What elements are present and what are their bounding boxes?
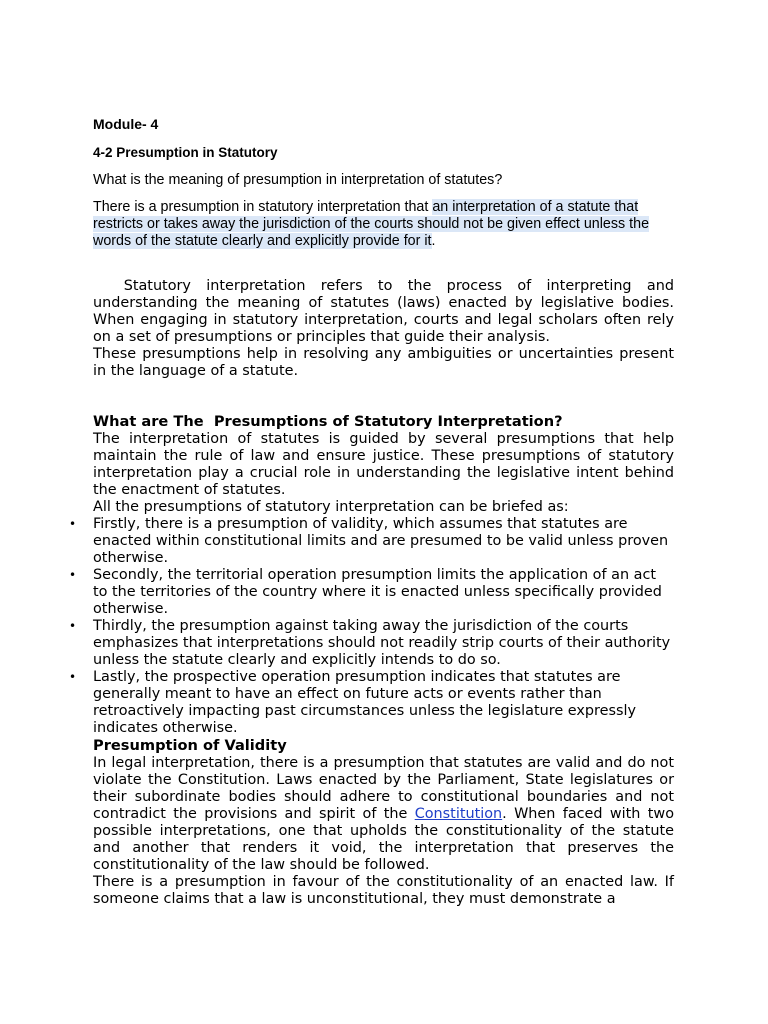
validity-paragraph-2: There is a presumption in favour of the constitutionality of an enacted law. If someone claims that a law is unconstitutional, they must demonstrate a [93, 874, 674, 907]
presumptions-list [93, 516, 674, 737]
validity-paragraph-1 [93, 755, 674, 874]
validity-text-a: In legal interpretation, there is a presumption that statutes are valid and do not violate the Constitution. Laws enacted by the Parliament, State legislatures or their subordinate bodies should adhere to constitutional boundaries and not contradict the provisions and spirit of the [93, 755, 674, 822]
answer-highlight: an interpretation of a statute that restricts or takes away the jurisdiction of the courts should not be given effect unless the words of the statute clearly and explicitly provide for it [93, 199, 650, 249]
question-text: What is the meaning of presumption in interpretation of statutes? [93, 172, 503, 188]
intro-block [93, 278, 679, 380]
answer-paragraph [93, 199, 673, 250]
intro-paragraph-2: These presumptions help in resolving any ambiguities or uncertainties present in the language of a statute. [93, 346, 674, 379]
list-item: • Firstly, there is a presumption of validity, which assumes that statutes are enacted within constitutional limits and are presumed to be valid unless proven otherwise. [93, 516, 674, 567]
section-heading: What are The Presumptions of Statutory Interpretation? [93, 413, 563, 430]
intro-paragraph-1: Statutory interpretation refers to the process of interpreting and understanding the meaning of statutes (laws) enacted by legislative bodies. When engaging in statutory interpretation, courts and legal scholars often rely on a set of presumptions or principles that guide their analysis. [93, 278, 679, 345]
validity-heading: Presumption of Validity [93, 737, 287, 754]
module-title: Module- 4 [93, 116, 159, 132]
list-item: • Lastly, the prospective operation presumption indicates that statutes are generally meant to have an effect on future acts or events rather than retroactively impacting past circumstances unless the legislature expressly indicates otherwise. [93, 669, 674, 737]
presumptions-section [93, 413, 674, 908]
section-paragraph-1: The interpretation of statutes is guided by several presumptions that help maintain the rule of law and ensure justice. These presumptions of statutory interpretation play a crucial role in understanding the legislative intent behind the enactment of statutes. [93, 431, 674, 498]
list-item: • Thirdly, the presumption against taking away the jurisdiction of the courts emphasizes that interpretations should not readily strip courts of their authority unless the statute clearly and explicitly intends to do so. [93, 618, 674, 669]
section-subtitle: 4-2 Presumption in Statutory [93, 145, 278, 160]
answer-period: . [431, 233, 436, 249]
answer-text: There is a presumption in statutory interpretation that [93, 199, 433, 215]
list-item: • Secondly, the territorial operation presumption limits the application of an act to the territories of the country where it is enacted unless specifically provided otherwise. [93, 567, 674, 618]
section-paragraph-2: All the presumptions of statutory interpretation can be briefed as: [93, 499, 569, 515]
validity-text-b: . When faced with two possible interpretations, one that upholds the constitutionality of the statute and another that renders it void, the interpretation that preserves the constitutionality of the law should be followed. [93, 806, 674, 873]
constitution-link[interactable]: Constitution [414, 806, 503, 822]
